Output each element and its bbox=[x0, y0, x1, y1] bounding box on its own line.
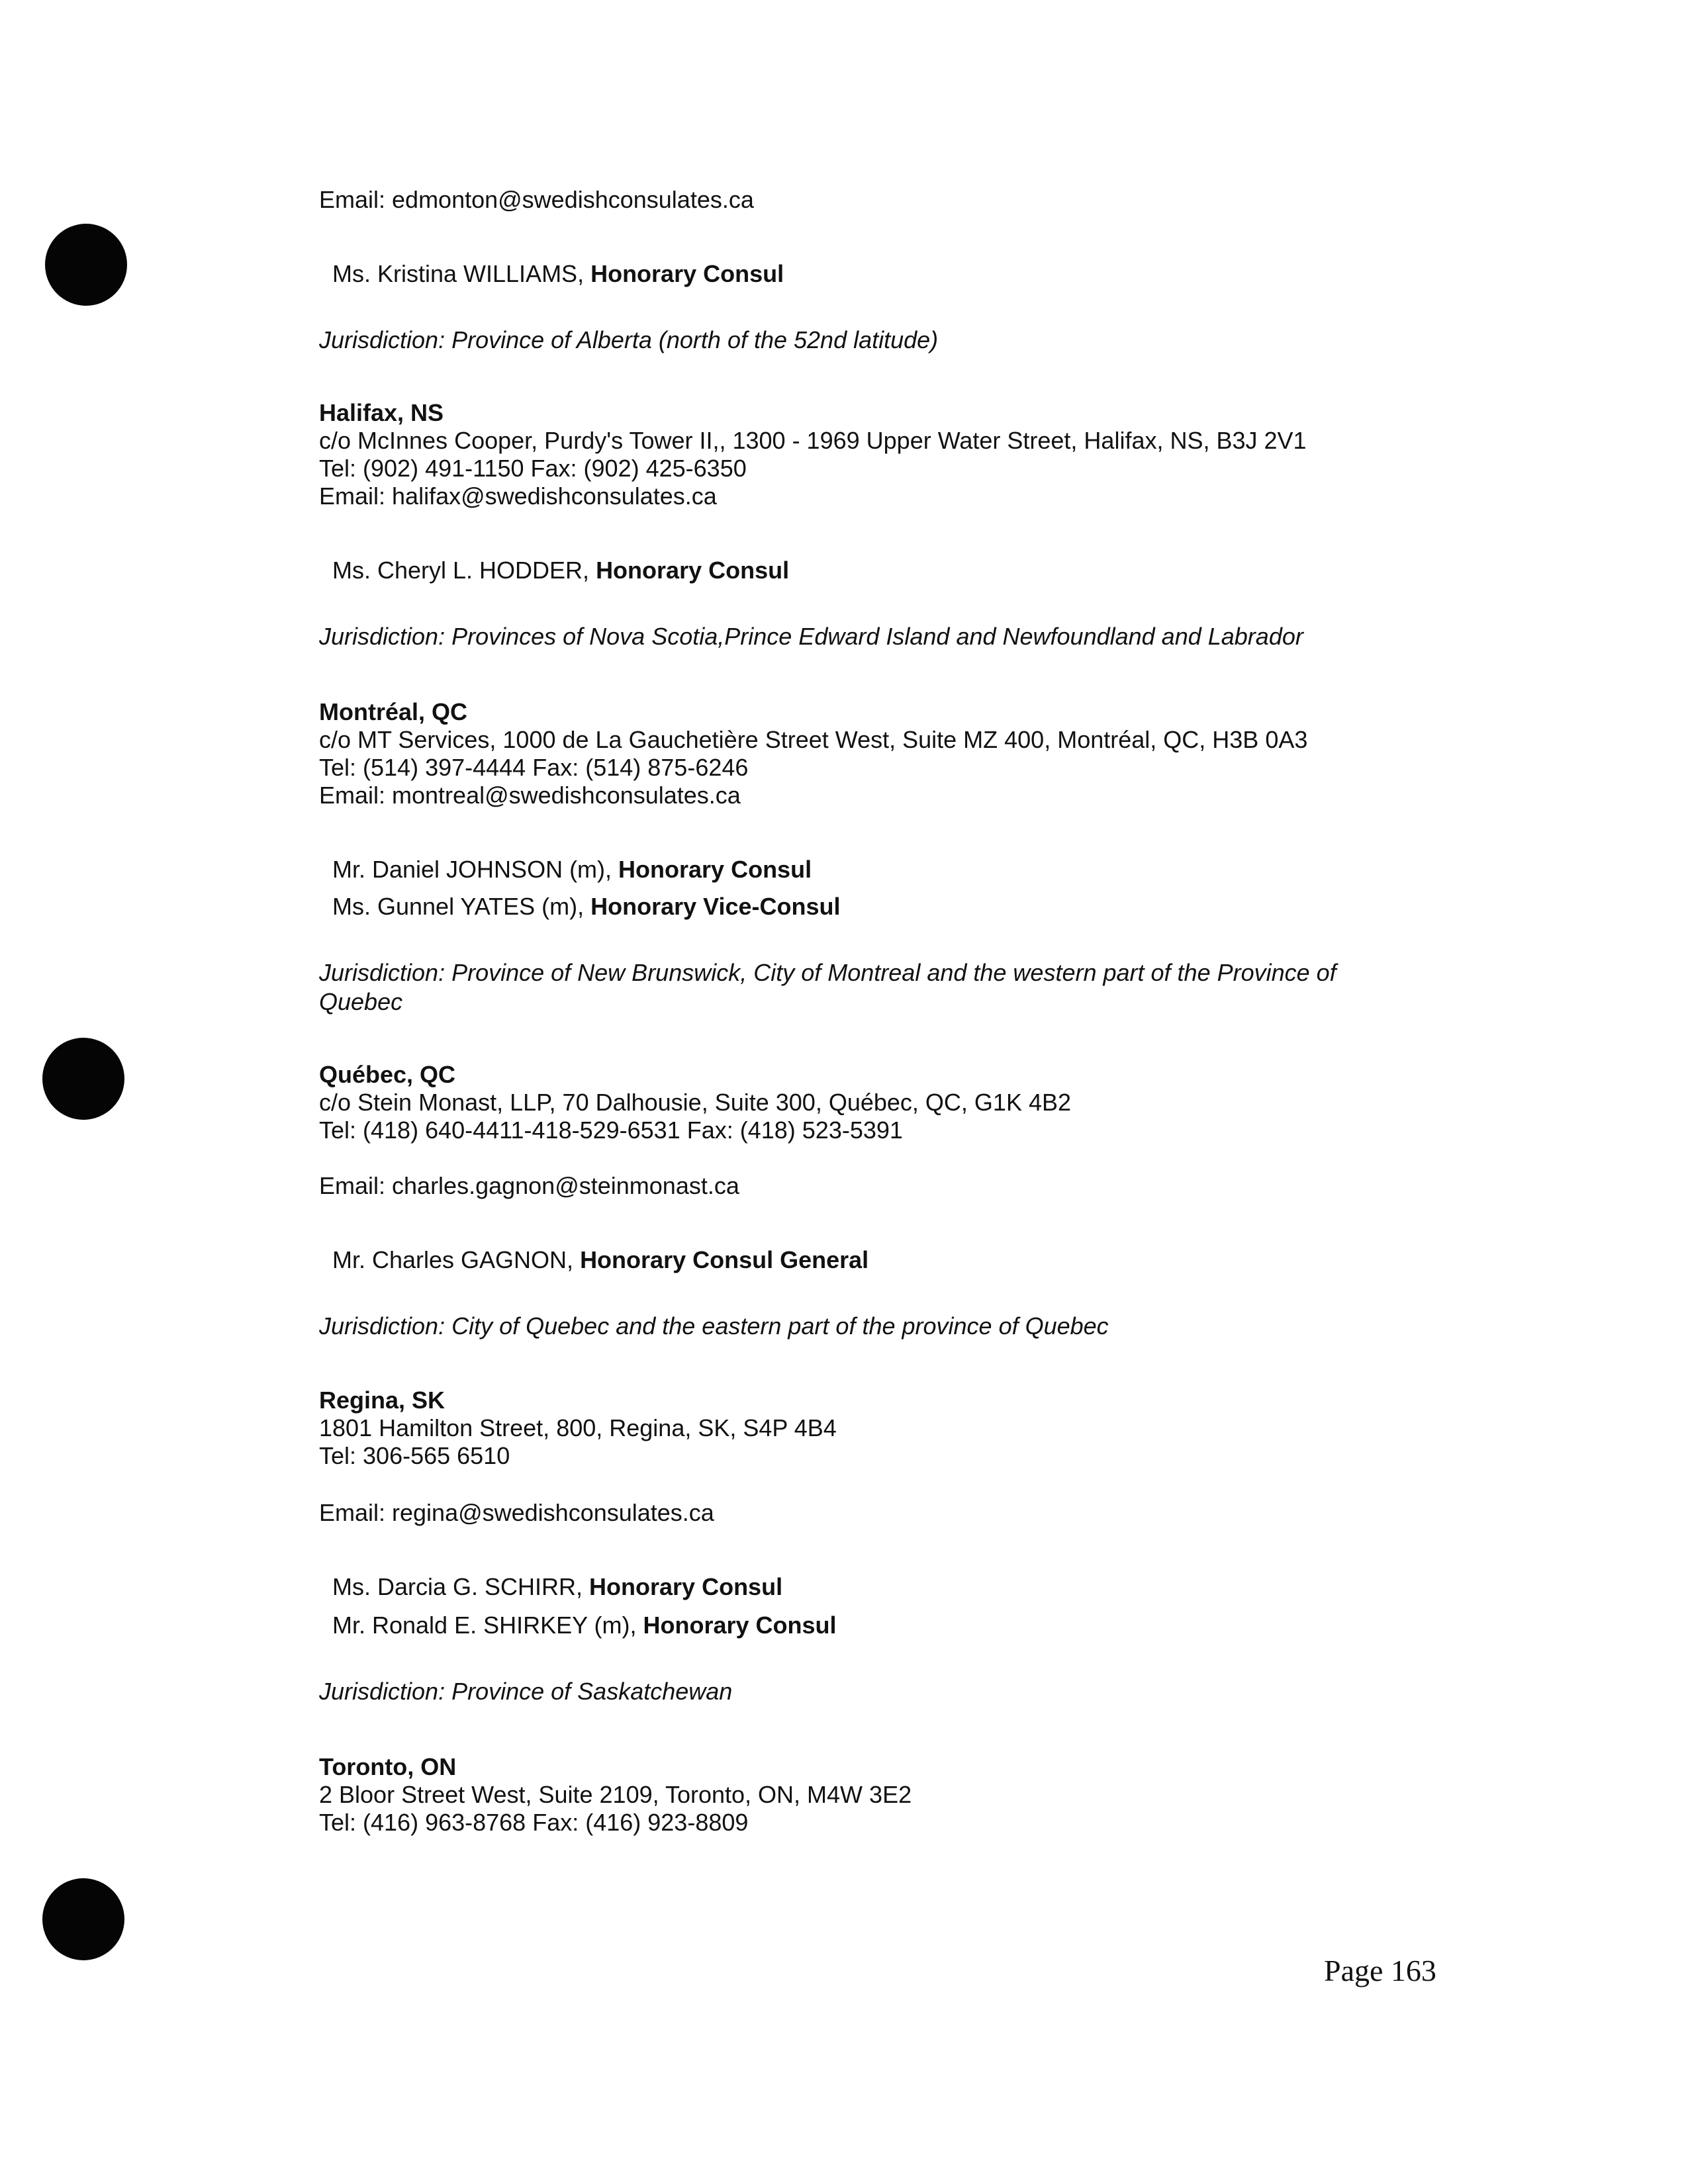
quebec-officer bbox=[332, 1246, 868, 1275]
montreal-officer-1 bbox=[332, 855, 812, 884]
officer-name: Mr. Ronald E. SHIRKEY (m), bbox=[332, 1612, 643, 1639]
officer-name: Mr. Charles GAGNON, bbox=[332, 1246, 581, 1273]
officer-title: Honorary Consul bbox=[643, 1612, 837, 1639]
toronto-city-heading: Toronto, ON bbox=[319, 1753, 457, 1780]
halifax-jurisdiction: Jurisdiction: Provinces of Nova Scotia,Prince Edward Island and Newfoundland and Labrador bbox=[319, 623, 1303, 650]
montreal-city-heading: Montréal, QC bbox=[319, 698, 468, 725]
regina-city-heading: Regina, SK bbox=[319, 1387, 445, 1414]
officer-name: Mr. Daniel JOHNSON (m), bbox=[332, 856, 619, 883]
halifax-address: c/o McInnes Cooper, Purdy's Tower II,, 1300 - 1969 Upper Water Street, Halifax, NS, B3J 2V1 bbox=[319, 427, 1307, 454]
punch-hole-top bbox=[45, 224, 127, 306]
officer-title: Honorary Consul bbox=[618, 856, 812, 883]
toronto-address: 2 Bloor Street West, Suite 2109, Toronto, ON, M4W 3E2 bbox=[319, 1781, 912, 1808]
edmonton-jurisdiction: Jurisdiction: Province of Alberta (north of the 52nd latitude) bbox=[319, 326, 939, 353]
officer-name: Ms. Cheryl L. HODDER, bbox=[332, 557, 596, 584]
punch-hole-bottom bbox=[42, 1878, 124, 1960]
quebec-tel: Tel: (418) 640-4411-418-529-6531 Fax: (418) 523-5391 bbox=[319, 1116, 903, 1144]
page-number: Page 163 bbox=[1324, 1954, 1436, 1987]
regina-officer-2 bbox=[332, 1611, 837, 1640]
edmonton-officer bbox=[332, 259, 784, 289]
montreal-address: c/o MT Services, 1000 de La Gauchetière Street West, Suite MZ 400, Montréal, QC, H3B 0A3 bbox=[319, 726, 1308, 753]
regina-tel: Tel: 306-565 6510 bbox=[319, 1442, 510, 1469]
montreal-officer-2 bbox=[332, 892, 841, 921]
montreal-email: Email: montreal@swedishconsulates.ca bbox=[319, 782, 741, 809]
officer-name: Ms. Darcia G. SCHIRR, bbox=[332, 1573, 590, 1600]
montreal-jurisdiction: Jurisdiction: Province of New Brunswick, City of Montreal and the western part of the Province of Quebec bbox=[319, 959, 1336, 1015]
halifax-tel: Tel: (902) 491-1150 Fax: (902) 425-6350 bbox=[319, 455, 747, 482]
halifax-email: Email: halifax@swedishconsulates.ca bbox=[319, 482, 717, 510]
regina-email: Email: regina@swedishconsulates.ca bbox=[319, 1499, 714, 1526]
halifax-city-heading: Halifax, NS bbox=[319, 399, 444, 426]
officer-title: Honorary Consul General bbox=[580, 1246, 869, 1273]
officer-name: Ms. Gunnel YATES (m), bbox=[332, 893, 591, 920]
toronto-tel: Tel: (416) 963-8768 Fax: (416) 923-8809 bbox=[319, 1809, 749, 1836]
punch-hole-middle bbox=[42, 1038, 124, 1120]
regina-jurisdiction: Jurisdiction: Province of Saskatchewan bbox=[319, 1678, 733, 1705]
officer-title: Honorary Vice-Consul bbox=[590, 893, 841, 920]
officer-title: Honorary Consul bbox=[589, 1573, 783, 1600]
edmonton-email: Email: edmonton@swedishconsulates.ca bbox=[319, 186, 754, 213]
quebec-email: Email: charles.gagnon@steinmonast.ca bbox=[319, 1172, 739, 1199]
quebec-city-heading: Québec, QC bbox=[319, 1061, 456, 1088]
regina-address: 1801 Hamilton Street, 800, Regina, SK, S4P 4B4 bbox=[319, 1414, 837, 1441]
officer-title: Honorary Consul bbox=[590, 260, 784, 287]
montreal-tel: Tel: (514) 397-4444 Fax: (514) 875-6246 bbox=[319, 754, 749, 781]
officer-title: Honorary Consul bbox=[596, 557, 790, 584]
officer-name: Ms. Kristina WILLIAMS, bbox=[332, 260, 591, 287]
quebec-address: c/o Stein Monast, LLP, 70 Dalhousie, Suite 300, Québec, QC, G1K 4B2 bbox=[319, 1089, 1072, 1116]
regina-officer-1 bbox=[332, 1572, 782, 1602]
quebec-jurisdiction: Jurisdiction: City of Quebec and the eastern part of the province of Quebec bbox=[319, 1312, 1109, 1340]
halifax-officer bbox=[332, 556, 789, 585]
